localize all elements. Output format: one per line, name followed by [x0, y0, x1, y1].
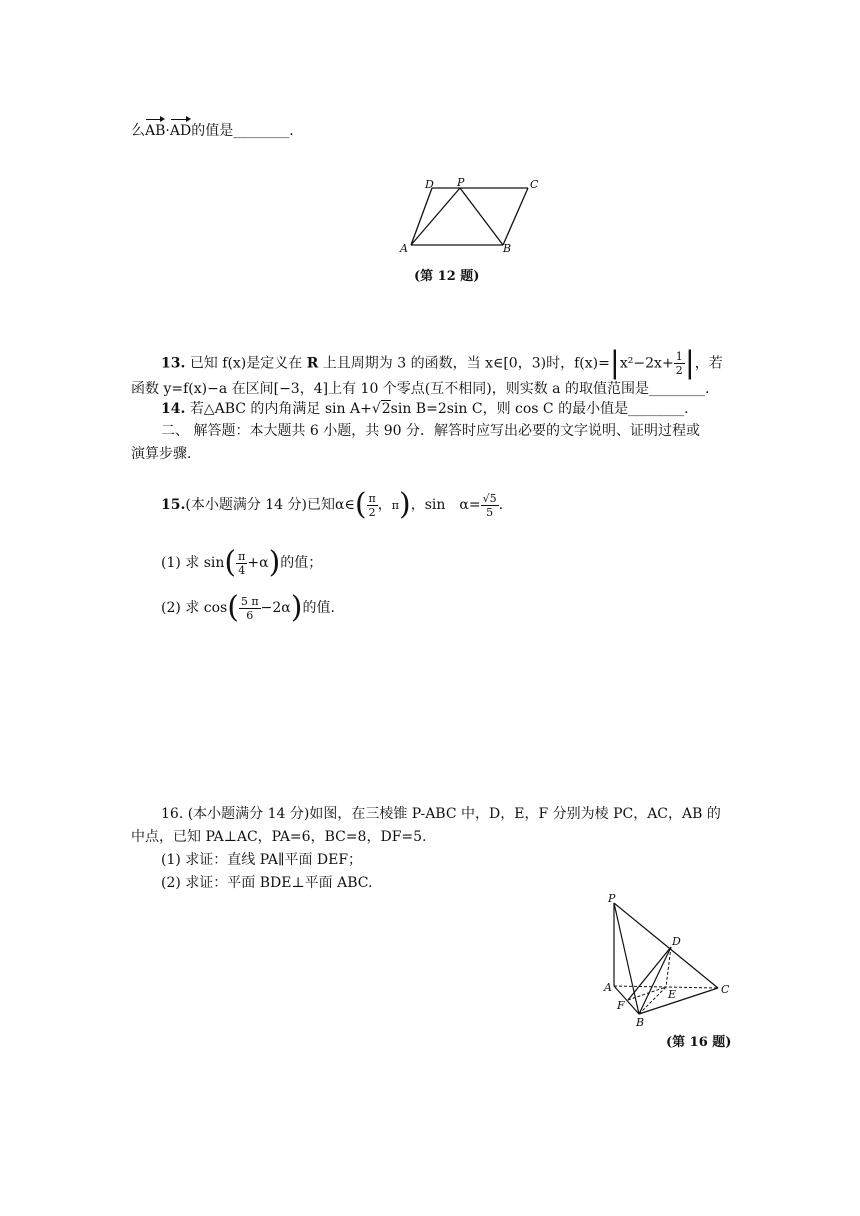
label-d: D	[672, 935, 681, 948]
paren-close-2: )	[290, 590, 303, 625]
question-16-line-1: 16. (本小题满分 14 分)如图，在三棱锥 P-ABC 中，D，E，F 分别为棱 PC，AC，AB 的	[161, 806, 721, 822]
q14-number: 14.	[161, 401, 186, 417]
dot-operator: ·	[165, 123, 170, 139]
vector-ad: AD	[169, 123, 192, 139]
q12-blank-text: 的值是________.	[191, 123, 294, 139]
q13-number: 13.	[161, 355, 186, 372]
q15-number: 15.	[161, 497, 186, 513]
label-b: B	[636, 1016, 645, 1029]
edge-bc	[639, 988, 718, 1014]
question-14	[161, 399, 689, 419]
q15-sin-alpha: ，sin α=	[410, 497, 481, 513]
label-p: P	[457, 178, 465, 189]
label-p: P	[608, 892, 616, 905]
question-16-part-2: (2) 求证：平面 BDE⊥平面 ABC.	[161, 875, 373, 891]
edge-cb	[503, 188, 528, 245]
label-a: A	[400, 242, 408, 254]
abs-bar-right: |	[684, 345, 695, 381]
q15-head: (本小题满分 14 分)已知α∈	[185, 497, 355, 513]
fraction-pi-over-2: $\frac{\pi}{2}$	[368, 491, 376, 519]
label-b: B	[503, 242, 512, 254]
label-e: E	[668, 988, 677, 1001]
section-2-heading: 二、 解答题：本大题共 6 小题，共 90 分．解答时应写出必要的文字说明、证明过程或	[161, 423, 700, 439]
label-c: C	[721, 983, 730, 996]
q15-part1-end: 的值；	[280, 555, 323, 571]
q15-part1-plus-alpha: +α	[247, 555, 269, 571]
figure-12-parallelogram	[395, 178, 545, 254]
label-f: F	[617, 999, 625, 1012]
vector-ab: AB	[145, 123, 166, 139]
figure-16-pyramid	[600, 890, 740, 1030]
figure-16-caption: (第 16 题)	[666, 1035, 732, 1050]
q15-period: .	[498, 497, 504, 513]
question-13-line-2: 函数 y=f(x)−a 在区间[−3，4]上有 10 个零点(互不相同)，则实数 a 的取值范围是________.	[131, 381, 710, 397]
label-d: D	[425, 178, 434, 191]
question-16-part-1: (1) 求证：直线 PA∥平面 DEF；	[161, 852, 363, 868]
q13-text-b: 上且周期为 3 的函数，当 x∈[0，3)时，f(x)=	[318, 355, 610, 372]
question-15-stem	[161, 478, 503, 533]
segment-pb	[460, 188, 503, 245]
q15-part2-minus-2alpha: −2α	[260, 600, 291, 616]
q14-text-b: sin B=2sin C，则 cos C 的最小值是________.	[390, 401, 689, 417]
fraction-sqrt5-over-5: $\frac{√5}{5}$	[482, 491, 497, 519]
edge-pc	[614, 903, 718, 988]
q15-part1-label: (1) 求 sin	[161, 555, 225, 571]
question-12-tail	[131, 121, 294, 141]
q12-lead-text: 么	[131, 123, 145, 139]
question-16-line-2: 中点，已知 PA⊥AC，PA=6，BC=8，DF=5.	[131, 829, 427, 845]
question-15-part-1	[161, 538, 322, 588]
fraction-one-half: $\frac{1}{2}$	[675, 350, 683, 377]
sqrt-radical: √	[371, 401, 381, 417]
q13-line1-end: ，若	[694, 355, 723, 372]
q13-text-a: 已知 f(x)是定义在	[189, 355, 307, 372]
q15-part2-label: (2) 求 cos	[161, 600, 228, 616]
q15-part2-end: 的值.	[302, 600, 335, 616]
label-c: C	[530, 178, 539, 191]
label-a: A	[604, 981, 612, 994]
edge-ad	[411, 188, 432, 245]
q14-text-a: 若△ABC 的内角满足 sin A+	[189, 401, 372, 417]
abs-bar-left: |	[609, 345, 620, 381]
q13-abs-expression: x²−2x+	[619, 355, 674, 372]
interval-end-pi: π	[391, 499, 400, 512]
interval-open-bracket: (	[354, 487, 367, 522]
q13-real-set: R	[306, 355, 319, 372]
fraction-5pi-over-6: $\frac{5 \pi}{6}$	[240, 594, 259, 622]
question-15-part-2	[161, 583, 335, 633]
paren-open: (	[224, 545, 237, 580]
interval-separator: ，	[377, 497, 392, 513]
section-2-heading-cont: 演算步骤．	[131, 446, 201, 462]
question-13-line-1	[161, 345, 723, 381]
figure-12-caption: (第 12 题)	[414, 269, 480, 284]
segment-ap	[411, 188, 460, 245]
fraction-pi-over-4: $\frac{\pi}{4}$	[238, 549, 246, 577]
paren-close: )	[268, 545, 281, 580]
sqrt-2-value: 2	[381, 401, 391, 417]
paren-open-2: (	[227, 590, 239, 625]
interval-close-bracket: )	[399, 487, 411, 522]
